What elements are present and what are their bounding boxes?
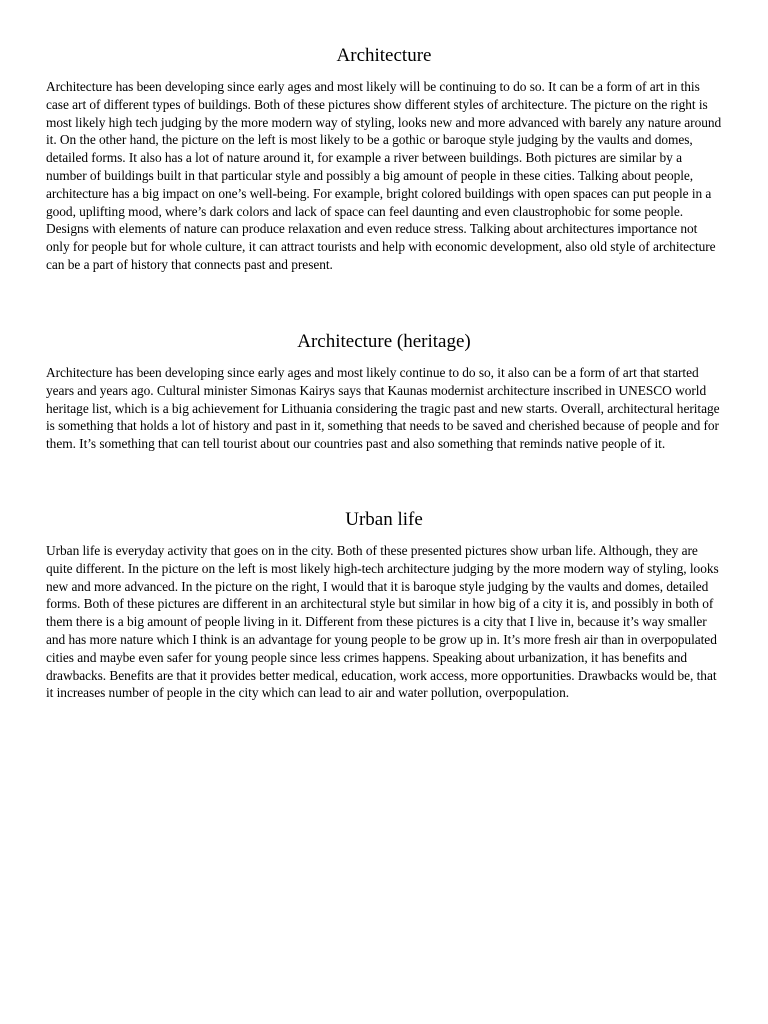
section-architecture-heritage [46, 330, 722, 453]
section-paragraph: Architecture has been developing since early ages and most likely continue to do so, it also can be a form of art that started years and years ago. Cultural minister Simonas Kairys says that Kaunas modernist architecture inscribed in UNESCO world heritage list, which is a big achievement for Lithuania considering the tragic past and new starts. Overall, architectural heritage is something that holds a lot of history and past in it, something that needs to be saved and cherished because of people and for them. It’s something that can tell tourist about our countries past and also something that reminds native people of it. [46, 365, 720, 452]
section-architecture [46, 44, 722, 274]
section-urban-life [46, 508, 722, 702]
section-paragraph: Urban life is everyday activity that goes on in the city. Both of these presented pictures show urban life. Although, they are quite different. In the picture on the left is most likely high-tech architecture judging by the more modern way of styling, looks new and more advanced. In the picture on the right, I would that it is baroque style judging by the vaults and domes, detailed forms. Both of these pictures are different in an architectural style but similar in how big of a city it is, and possibly in both of them there is a big amount of people living in it. Different from these pictures is a city that I live in, because it’s way smaller and has more nature which I think is an advantage for young people to be grow up in. It’s more fresh air than in overpopulated cities and maybe even safer for young people since less crimes happens. Speaking about urbanization, it has benefits and drawbacks. Benefits are that it provides better medical, education, work access, more opportunities. Drawbacks would be, that it increases number of people in the city which can lead to air and water pollution, overpopulation. [46, 543, 719, 701]
section-title: Architecture (heritage) [297, 331, 471, 352]
section-title: Architecture [336, 45, 432, 66]
section-paragraph: Architecture has been developing since early ages and most likely will be continuing to do so. It can be a form of art in this case art of different types of buildings. Both of these pictures show different styles of architecture. The picture on the right is most likely high tech judging by the more modern way of styling, looks new and more advanced with barely any nature around it. On the other hand, the picture on the left is most likely to be a gothic or baroque style judging by the vaults and domes, detailed forms. It also has a lot of nature around it, for example a river between buildings. Both pictures are similar by a number of buildings built in that particular style and possibly a big amount of people in these cities. Talking about people, architecture has a big impact on one’s well-being. For example, bright colored buildings with open spaces can put people in a good, uplifting mood, where’s dark colors and lack of space can feel daunting and even claustrophobic for some people. Designs with elements of nature can produce relaxation and even reduce stress. Talking about architectures importance not only for people but for whole culture, it can attract tourists and help with economic development, also old style of architecture can be a part of history that connects past and present. [46, 79, 722, 272]
section-title: Urban life [345, 509, 423, 530]
